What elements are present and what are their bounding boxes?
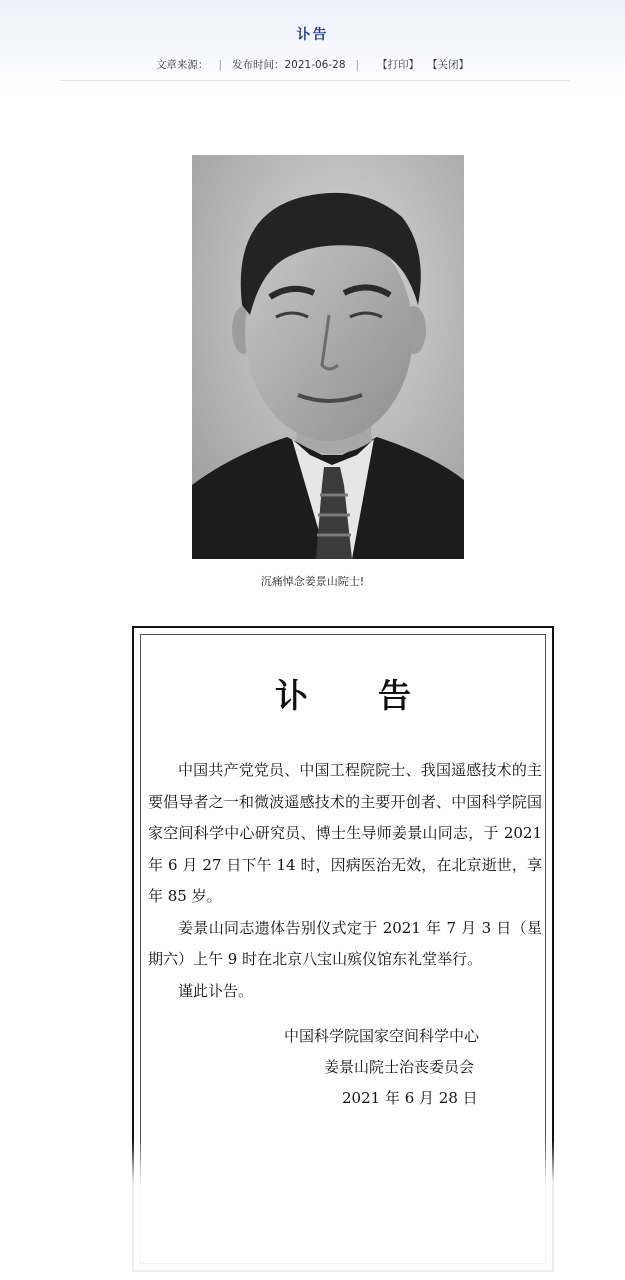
signature-committee: 姜景山院士治丧委员会 — [324, 1058, 475, 1076]
separator: | — [218, 59, 222, 71]
signature-date: 2021 年 6 月 28 日 — [342, 1089, 478, 1107]
notice-paragraph: 姜景山同志遗体告别仪式定于 2021 年 7 月 3 日（星期六）上午 9 时在北京八宝山殡仪馆东礼堂举行。 — [148, 918, 542, 968]
header-divider — [60, 80, 570, 81]
article-meta — [0, 57, 625, 72]
page-title: 讣告 — [296, 27, 329, 43]
notice-title: 讣告 — [275, 676, 481, 715]
bottom-fade-overlay — [120, 1140, 565, 1280]
notice-paragraph: 谨此讣告。 — [178, 981, 254, 1000]
source-label: 文章来源： — [155, 59, 209, 71]
notice-paragraph: 中国共产党党员、中国工程院院士、我国遥感技术的主要倡导者之一和微波遥感技术的主要开创者、中国科学院国家空间科学中心研究员、博士生导师姜景山同志，于 2021 年 6 月 27 日下午 14 时，因病医治无效，在北京逝世，享年 85 岁。 — [148, 761, 542, 905]
photo-caption: 沉痛悼念姜景山院士! — [260, 575, 365, 588]
close-link[interactable]: 【关闭】 — [427, 59, 470, 71]
print-link[interactable]: 【打印】 — [377, 59, 420, 71]
notice-body — [148, 755, 542, 1007]
portrait-photo — [192, 155, 464, 559]
separator: | — [355, 59, 360, 71]
publish-date: 发布时间：2021-06-28 — [231, 59, 346, 71]
signature-org: 中国科学院国家空间科学中心 — [284, 1027, 480, 1045]
